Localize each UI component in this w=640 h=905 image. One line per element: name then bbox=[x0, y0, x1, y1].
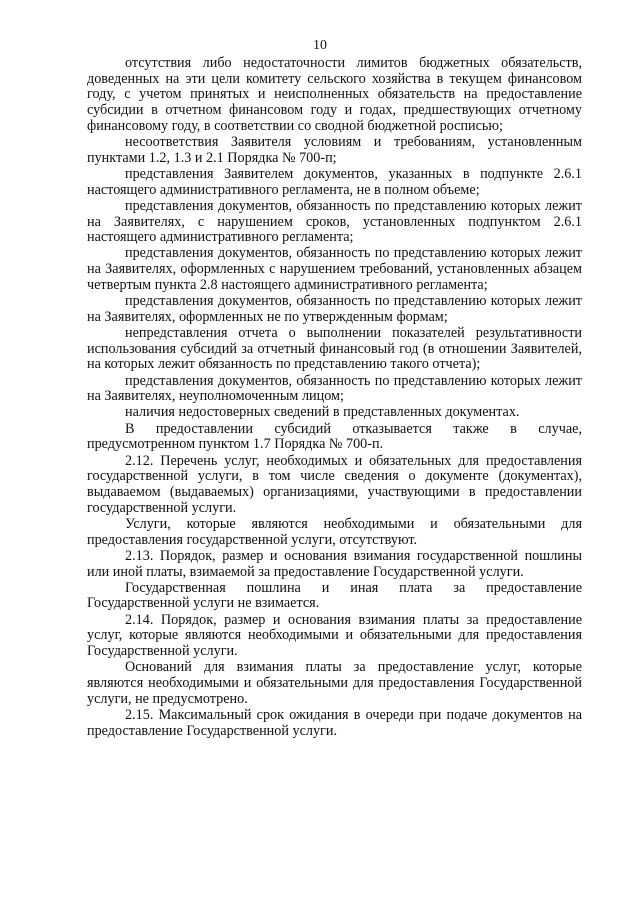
paragraph-false-information: наличия недостоверных сведений в представленных документах. bbox=[125, 404, 520, 421]
paragraph-report-missing: непредставления отчета о выполнении показателей результативности использования субсидий за отчетный финансовый год (в отношении Заявителей, на которых лежит обязанность по представлению такого отчета); bbox=[87, 324, 582, 373]
paragraph-no-fee: Государственная пошлина и иная плата за предоставление Государственной услуги не взимается. bbox=[87, 579, 582, 612]
section-2-14-heading: 2.14. Порядок, размер и основания взимания платы за предоставление услуг, которые являются необходимыми и обязательными для предоставления Государственной услуги. bbox=[87, 611, 582, 660]
paragraph-unapproved-forms: представления документов, обязанность по представлению которых лежит на Заявителях, оформленных не по утвержденным формам; bbox=[87, 293, 582, 325]
paragraph-applicant-nonconformity: несоответствия Заявителя условиям и требованиям, установленным пунктами 1.2, 1.3 и 2.1 Порядка № 700-п; bbox=[87, 134, 582, 166]
paragraph-requirements-violation: представления документов, обязанность по представлению которых лежит на Заявителях, оформленных с нарушением требований, установленных абзацем четвертым пункта 2.8 настоящего административного регламента; bbox=[87, 245, 582, 293]
paragraph-deadline-violation: представления документов, обязанность по представлению которых лежит на Заявителях, с нарушением сроков, установленных подпунктом 2.6.1 настоящего административного регламента; bbox=[87, 197, 582, 246]
page-number: 10 bbox=[313, 38, 327, 53]
paragraph-services-absent: Услуги, которые являются необходимыми и обязательными для предоставления государственной услуги, отсутствуют. bbox=[87, 515, 582, 548]
paragraph-budget-limits: отсутствия либо недостаточности лимитов бюджетных обязательств, доведенных на эти цели комитету сельского хозяйства в текущем финансовом году, с учетом принятых и неисполненных обязательств на предоставление субсидии в отчетном финансовом году и годах, предшествующих отчетному финансовому году, в соответствии со сводной бюджетной росписью; bbox=[87, 55, 582, 134]
section-2-12-heading: 2.12. Перечень услуг, необходимых и обязательных для предоставления государственной услуги, в том числе сведения о документе (документах), выдаваемом (выдаваемых) организациями, участвующими в предоставлении государственной услуги. bbox=[87, 452, 582, 516]
document-body bbox=[87, 56, 582, 740]
paragraph-unauthorized-person: представления документов, обязанность по представлению которых лежит на Заявителях, неуполномоченным лицом; bbox=[87, 372, 582, 405]
paragraph-no-fee-grounds: Оснований для взимания платы за предоставление услуг, которые являются необходимыми и обязательными для предоставления Государственной услуги, не предусмотрено. bbox=[87, 659, 582, 707]
paragraph-incomplete-documents: представления Заявителем документов, указанных в подпункте 2.6.1 настоящего административного регламента, не в полном объеме; bbox=[87, 165, 582, 198]
section-2-13-heading: 2.13. Порядок, размер и основания взимания государственной пошлины или иной платы, взимаемой за предоставление Государственной услуги. bbox=[87, 547, 582, 580]
paragraph-refusal-case: В предоставлении субсидий отказывается также в случае, предусмотренном пунктом 1.7 Порядка № 700-п. bbox=[87, 420, 582, 453]
section-2-15-heading: 2.15. Максимальный срок ожидания в очереди при подаче документов на предоставление Государственной услуги. bbox=[87, 706, 582, 739]
